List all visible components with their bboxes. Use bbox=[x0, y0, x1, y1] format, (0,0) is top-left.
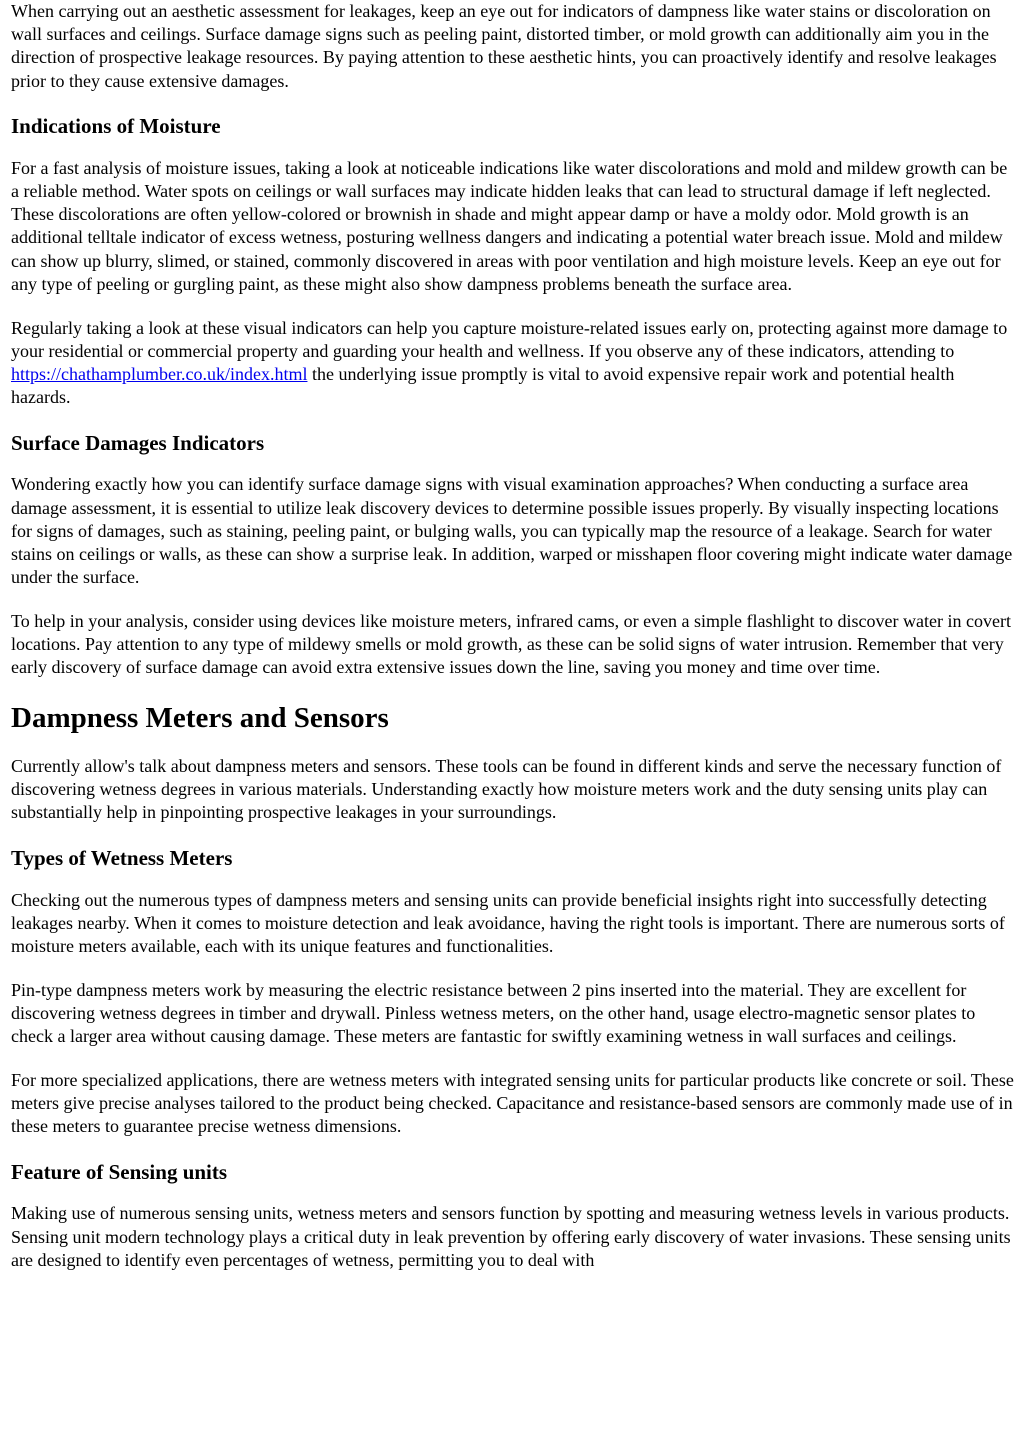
types-paragraph-3: For more specialized applications, there are wetness meters with integrated sensing units for particular products like concrete or soil. These meters give precise analyses tailored to the product being checked. Capacitance and resistance-based sensors are commonly made use of in these meters to guarantee precise wetness dimensions. bbox=[11, 1069, 1014, 1137]
heading-surface-damages-indicators: Surface Damages Indicators bbox=[11, 430, 265, 455]
heading-indications-of-moisture: Indications of Moisture bbox=[11, 114, 221, 139]
chatham-plumber-link[interactable]: https://chathamplumber.co.uk/index.html bbox=[11, 363, 308, 384]
indications-paragraph-1: For a fast analysis of moisture issues, taking a look at noticeable indications like water discolorations and mold and mildew growth can be a reliable method. Water spots on ceilings or wall surfaces may indicate hidden leaks that can lead to structural damage if left neglected. These discolorations are often yellow-colored or brownish in shade and might appear damp or have a moldy odor. Mold growth is an additional telltale indicator of excess wetness, posturing wellness dangers and indicating a potential water breach issue. Mold and mildew can show up blurry, slimed, or stained, commonly discovered in areas with poor ventilation and high moisture levels. Keep an eye out for any type of peeling or gurgling paint, as these might also show dampness problems beneath the surface area. bbox=[11, 157, 1008, 294]
heading-feature-of-sensing-units: Feature of Sensing units bbox=[11, 1159, 228, 1184]
heading-types-of-wetness-meters: Types of Wetness Meters bbox=[11, 846, 233, 871]
surface-paragraph-1: Wondering exactly how you can identify surface damage signs with visual examination approaches? When conducting a surface area damage assessment, it is essential to utilize leak discovery devices to determine possible issues properly. By visually inspecting locations for signs of damages, such as staining, peeling paint, or bulging walls, you can typically map the resource of a leakage. Search for water stains on ceilings or walls, as these can show a surprise leak. In addition, warped or misshapen floor covering might indicate water damage under the surface. bbox=[11, 474, 1013, 588]
intro-paragraph: When carrying out an aesthetic assessment for leakages, keep an eye out for indicators of dampness like water stains or discoloration on wall surfaces and ceilings. Surface damage signs such as peeling paint, distorted timber, or mold growth can additionally aim you in the direction of prospective leakage resources. By paying attention to these aesthetic hints, you can proactively identify and resolve leakages prior to they cause extensive damages. bbox=[11, 1, 997, 91]
feature-paragraph: Making use of numerous sensing units, wetness meters and sensors function by spotting and measuring wetness levels in various products. Sensing unit modern technology plays a critical duty in leak prevention by offering early discovery of water invasions. These sensing units are designed to identify even percentages of wetness, permitting you to deal with bbox=[11, 1203, 1011, 1270]
indications-paragraph-2 bbox=[11, 317, 1014, 410]
surface-paragraph-2: To help in your analysis, consider using devices like moisture meters, infrared cams, or even a simple flashlight to discover water in covert locations. Pay attention to any type of mildewy smells or mold growth, as these can be solid signs of water intrusion. Remember that very early discovery of surface damage can avoid extra extensive issues down the line, saving you money and time over time. bbox=[11, 610, 1011, 678]
types-paragraph-2: Pin-type dampness meters work by measuring the electric resistance between 2 pins inserted into the material. They are excellent for discovering wetness degrees in timber and drywall. Pinless wetness meters, on the other hand, usage electro-magnetic sensor plates to check a larger area without causing damage. These meters are fantastic for swiftly examining wetness in wall surfaces and ceilings. bbox=[11, 979, 976, 1047]
meters-paragraph: Currently allow's talk about dampness meters and sensors. These tools can be found in different kinds and serve the necessary function of discovering wetness degrees in various materials. Understanding exactly how moisture meters work and the duty sensing units play can substantially help in pinpointing prospective leakages in your surroundings. bbox=[11, 755, 1002, 823]
indications-paragraph-2-text-after: the underlying issue promptly is vital to avoid expensive repair work and potential health hazards. bbox=[11, 363, 955, 408]
heading-dampness-meters-and-sensors: Dampness Meters and Sensors bbox=[11, 701, 389, 734]
indications-paragraph-2-text-before: Regularly taking a look at these visual indicators can help you capture moisture-related issues early on, protecting against more damage to your residential or commercial property and guarding your health and wellness. If you observe any of these indicators, attending to bbox=[11, 317, 1008, 361]
types-paragraph-1: Checking out the numerous types of dampness meters and sensing units can provide beneficial insights right into successfully detecting leakages nearby. When it comes to moisture detection and leak avoidance, having the right tools is important. There are numerous sorts of moisture meters available, each with its unique features and functionalities. bbox=[11, 889, 1005, 956]
